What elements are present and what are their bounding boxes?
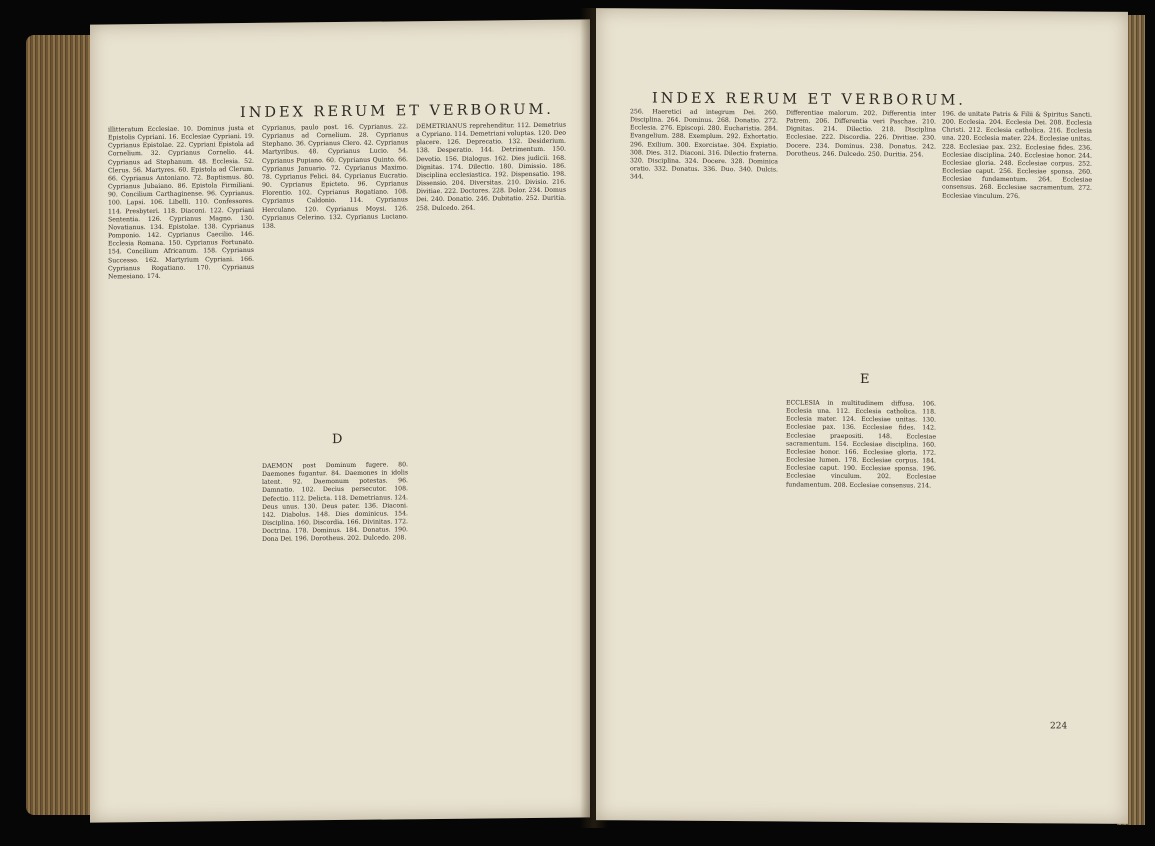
- page-number: 224: [1050, 721, 1068, 732]
- column-text: Differentiae malorum. 202. Differentia inter Patrem. 206. Differentia veri Paschae. 210. Dignitas. 214. Dilectio. 218. Disciplina Ecclesiae. 222. Discordia. 226. Divitiae. 230. Docere. 234. Dominus. 238. Donatus. 242. Dorotheus. 246. Dulcedo. 250. Duritia. 254.: [786, 109, 936, 159]
- column-text: ECCLESIA in multitudinem diffusa. 106. Ecclesia una. 112. Ecclesia catholica. 118. Ecclesia mater. 124. Ecclesiae unitas. 130. Ecclesiae pax. 136. Ecclesiae fides. 142. Ecclesiae praepositi. 148. Ecclesiae sacramentum. 154. Ecclesiae disciplina. 160. Ecclesiae honor. 166. Ecclesiae gloria. 172. Ecclesiae lumen. 178. Ecclesiae corpus. 184. Ecclesiae caput. 190. Ecclesiae sponsa. 196. Ecclesiae vinculum. 202. Ecclesiae fundamentum. 208. Ecclesiae consensus. 214.: [786, 399, 936, 490]
- running-head-right: INDEX RERUM ET VERBORUM.: [652, 90, 966, 109]
- text-column-1: [108, 125, 254, 767]
- column-text: DAEMON post Dominum fugere. 80. Daemones fugantur. 84. Daemones in idolis latent. 92. Daemonum potestas. 96. Damnatio. 102. Decius persecutor. 108. Defectio. 112. Delicta. 118. Demetrianus. 124. Deus unus. 130. Deus pater. 136. Diaconi. 142. Diabolus. 148. Dies dominicus. 154. Disciplina. 160. Discordia. 166. Divinitas. 172. Doctrina. 178. Dominus. 184. Donatus. 190. Dona Dei. 196. Dorotheus. 202. Dulcedo. 208.: [262, 461, 408, 544]
- column-text: Cyprianus, paulo post. 16. Cyprianus. 22. Cyprianus ad Cornelium. 28. Cyprianus Stephano. 36. Cyprianus Clero. 42. Cyprianus Martyribus. 48. Cyprianus Lucio. 54. Cyprianus Pupiano. 60. Cyprianus Quinto. 66. Cyprianus Januario. 72. Cyprianus Maximo. 78. Cyprianus Felici. 84. Cyprianus Eucratio. 90. Cyprianus Epicteto. 96. Cyprianus Florentio. 102. Cyprianus Rogatiano. 108. Cyprianus Caldonio. 114. Cyprianus Herculano. 120. Cyprianus Moysi. 126. Cyprianus Celerino. 132. Cyprianus Luciano. 138.: [262, 123, 408, 230]
- text-column-3: [942, 111, 1092, 716]
- text-column-3: [416, 122, 566, 736]
- column-text: illitteratum Ecclesiae. 10. Dominus justa et Epistolis Cypriani. 16. Ecclesiae Cypriani. 19. Cyprianus Epistolae. 22. Cypriani Epistola ad Cornelium. 32. Cyprianus Cornelio. 44. Cyprianus ad Stephanum. 48. Ecclesia. 52. Clerus. 56. Martyres. 60. Epistola ad Clerum. 66. Cyprianus Antoniano. 72. Baptismus. 80. Cyprianus Jubaiano. 86. Epistola Firmiliani. 90. Concilium Carthaginense. 96. Cyprianus. 100. Lapsi. 106. Libelli. 110. Confessores. 114. Presbyteri. 118. Diaconi. 122. Cypriani Sententia. 126. Cyprianus Magno. 130. Novatianus. 134. Epistolae. 138. Cyprianus Pomponio. 142. Cyprianus Caecilio. 146. Ecclesia Romana. 150. Cyprianus Fortunato. 154. Concilium Africanum. 158. Cyprianus Successo. 162. Martyrium Cypriani. 166. Cyprianus Rogatiano. 170. Cyprianus Nemesiano. 174.: [108, 124, 254, 281]
- text-column-2b: [262, 461, 408, 728]
- column-text: DEMETRIANUS reprehenditur. 112. Demetrius a Cypriano. 114. Demetriani voluptas. 120. Deo placere. 126. Deprecatio. 132. Desiderium. 138. Desperatio. 144. Detrimentum. 150. Devotio. 156. Dialogus. 162. Dies judicii. 168. Dignitas. 174. Dilectio. 180. Dimissio. 186. Disciplina ecclesiastica. 192. Dispensatio. 198. Dissensio. 204. Diversitas. 210. Divisio. 216. Divitiae. 222. Doctores. 228. Dolor. 234. Domus Dei. 240. Donatio. 246. Dubitatio. 252. Duritia. 258. Dulcedo. 264.: [416, 121, 566, 212]
- text-column-2b: [786, 399, 936, 700]
- section-letter: E: [860, 371, 872, 388]
- column-text: 256. Haeretici ad integrum Dei. 260. Disciplina. 264. Dominus. 268. Donatio. 272. Ecclesia. 276. Episcopi. 280. Eucharistia. 284. Evangelium. 288. Exemplum. 292. Exhortatio. 296. Exilium. 300. Exorcistae. 304. Expiatio. 308. Dies. 312. Diaconi. 316. Dilectio fraterna. 320. Disciplina. 324. Docere. 328. Dominica oratio. 332. Donatus. 336. Duo. 340. Dulcis. 344.: [630, 108, 778, 181]
- running-head-left: INDEX RERUM ET VERBORUM.: [240, 101, 554, 122]
- text-column-2: [262, 123, 408, 387]
- section-letter: D: [332, 431, 345, 448]
- column-text: 196. de unitate Patris & Filii & Spiritus Sancti. 200. Ecclesia. 204. Ecclesia Dei. 208. Ecclesia Christi. 212. Ecclesia catholica. 216. Ecclesia una. 220. Ecclesia mater. 224. Ecclesiae unitas. 228. Ecclesiae pax. 232. Ecclesiae fides. 236. Ecclesiae disciplina. 240. Ecclesiae honor. 244. Ecclesiae gloria. 248. Ecclesiae corpus. 252. Ecclesiae caput. 256. Ecclesiae sponsa. 260. Ecclesiae fundamentum. 264. Ecclesiae consensus. 268. Ecclesiae sacramentum. 272. Ecclesiae vinculum. 276.: [942, 110, 1092, 200]
- text-column-2: [786, 109, 936, 368]
- book-edge-left: [26, 35, 96, 815]
- right-page: [596, 8, 1128, 824]
- left-page: [90, 19, 590, 822]
- text-column-1: [630, 108, 778, 717]
